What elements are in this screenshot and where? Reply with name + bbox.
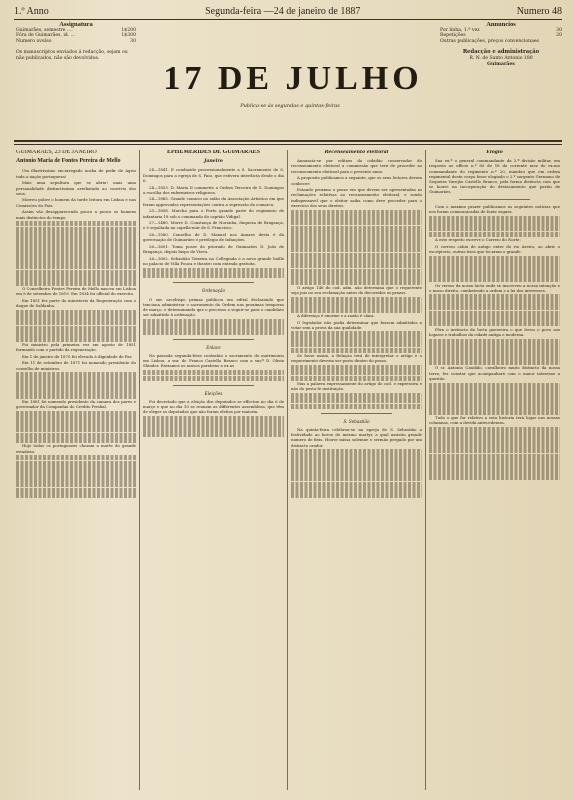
- paragraph: Em 1 de janeiro de 1870 foi elevado á dignidade de Par.: [22, 353, 133, 359]
- column-1: [16, 150, 136, 790]
- section-divider: [173, 282, 254, 283]
- paragraph: O artigo 146 do cod. adm. não determina que o requerente seja juiz no seu reclamação antes de decorridos os prazos.: [291, 284, 422, 295]
- manuscript-note: Os manuscriptos enviados á redacção, sejam ou não publicados, não são devolvidos.: [16, 50, 128, 61]
- illegible-text-line: [16, 280, 136, 285]
- subscription-title: Assignatura: [59, 21, 93, 28]
- ads-line: Repetições 20: [440, 33, 562, 39]
- illegible-text-line: [143, 273, 284, 278]
- subscription-line: Guimarães, semestre .... 1$200: [16, 27, 136, 33]
- illegible-text-line: [429, 409, 560, 414]
- header-rule: [14, 19, 562, 20]
- section-divider: [459, 199, 530, 200]
- paragraph: Fôra o instincto da lucta guerreira o que levou o povo aos logares e trabalhos da cidade antiga e moderna.: [429, 326, 560, 337]
- column-divider: [139, 150, 140, 790]
- paragraph: O legislador não podia determinar que fossem admittidos a votar sem a prova da sua qualidade.: [291, 319, 422, 330]
- paragraph: Os versos da nossa lucta onde se inscreveu a nossa intenção e o nosso direito, combatendo a ordem e a lei dos interesses.: [429, 282, 560, 293]
- paragraph: O sr. Antonio Candido, cavalheiro muito distincto da nossa terra, fez constar que acompanhará com o maior interesse a questão.: [429, 365, 560, 381]
- paragraph: Se fosse assim, a Relação terá de interpretar o artigo e o requerimento deveria ser posto dentro do prazo.: [291, 352, 422, 364]
- illegible-text-line: [429, 321, 560, 326]
- illegible-text-line: [291, 376, 422, 381]
- paragraph: A diferença é enorme e a razão é clara.: [297, 312, 375, 318]
- paragraph: Annuncia-se por editaes do cidadão conservador do recenseamento eleitoral a commissão que terá de proceder ao recenseamento eleitoral para o presente anno.: [291, 158, 422, 174]
- wedding-title: Enlace: [206, 344, 221, 350]
- office-city: Guimarães: [487, 61, 515, 67]
- ephemeris-item: 24—1853. D. Maria II commette a Ordem Terceira de S. Domingos a escolha dos enfermeiros religiosos.: [143, 184, 284, 195]
- paragraph: Em 1881 foi nomeado presidente da camara dos pares e governador da Companhia do Credito Predial.: [16, 399, 136, 410]
- paragraph: Um illustrissimo encarregado acaba de pedir de Agrio toda a nação portugueza!: [16, 168, 136, 179]
- paragraph: Sua ex.ª o general commandante da 3.ª divisão militar, em resposta ao officio n.º 80 de 18 do corrente mez do ex.mo commandante do regimento n.º 20, mandou que em ordem regimental deste corpo fosse elogiado o 2.º sargento Germano de Sequeira Varejão Castello Branco, pela forma distincta com que se houve na incorporação do destacamento que partiu de Guimarães.: [429, 158, 560, 195]
- illegible-text-line: [429, 475, 560, 480]
- ephemeris-item: 26—1601. Toma posse do priorado de Guimarães D. João de Bragança, depois bispo de Viseu.: [143, 244, 284, 255]
- illegible-text-line: [143, 432, 284, 437]
- paragraph: O Conselheiro Fontes Pereira de Mello nasceu em Lisboa em 8 de setembro de 1819. Em 1834 foi official do exercito.: [16, 285, 136, 296]
- subscription-line: Fóra de Guimarães, id. ... 1$300: [16, 33, 136, 39]
- dateline: GUIMARÃES, 23 DE JANEIRO: [16, 150, 97, 155]
- illegible-text-line: [429, 360, 560, 365]
- subscription-box: [16, 22, 136, 62]
- paragraph: Morreu pobre o homem da tarde leitora em Lisboa e nas Comissões do Paiz.: [16, 197, 136, 208]
- subscription-line: Numero avulso 30: [16, 38, 136, 44]
- illegible-text-line: [291, 492, 422, 497]
- article-title: Antonio Maria de Fontes Pereira de Mello: [16, 158, 121, 165]
- paragraph: O correio cahiu do antigo entre do rio Aveiro, ao abrir o escriptorio, outras tiras que tocaram o grande.: [429, 243, 560, 254]
- paragraph: Na quinta-feira celebrou-se na egreja de S. Sebastião a festividade ao heroe do mesmo martyr, a qual assistiu grande numero de fieis. Houve missa solemne e sermão pregado por um distincto orador.: [291, 427, 422, 448]
- illegible-text-line: [291, 279, 422, 284]
- column-2: [143, 150, 284, 790]
- advertising-box: [440, 22, 562, 67]
- ephemeris-item: 25—1858. Marcha para o Porto grande parte do regimento de infantaria 18 sob o commando do capitão Vidigal.: [143, 208, 284, 219]
- masthead-rule: [14, 140, 562, 142]
- ephemerides-month: Janeiro: [204, 159, 223, 165]
- ephemeris-item: 27—1480. Morre D. Constança de Noronha, duqueza de Bragança, e é sepultada na capella-mór de S. Francisco.: [143, 220, 284, 231]
- ads-title: Annuncios: [486, 21, 516, 28]
- ordination-title: Ordenação: [201, 288, 226, 294]
- illegible-text-line: [291, 307, 422, 312]
- column-4: [429, 150, 560, 790]
- section-divider: [321, 413, 392, 414]
- illegible-text-line: [291, 404, 422, 409]
- illegible-text-line: [16, 438, 136, 443]
- illegible-text-line: [429, 232, 560, 237]
- illegible-text-line: [16, 493, 136, 498]
- paragraph: Na passada segunda-feira contrahiu o sacramento do matrimonio em Lisboa, o snr. dr. Franco Castello Branco com a snr.ª D. Olivia Shinder. Enviamos os nossos parabens a ex.as: [143, 353, 284, 369]
- elections-title: Eleições: [204, 390, 223, 396]
- paragraph: Hoje todos os portuguezes choram a morte do grande estadista.: [16, 443, 136, 454]
- illegible-text-line: [143, 330, 284, 335]
- paragraph: Mas a palavra expressamente do artigo do cod. e expressiva e não do pesta fe instituição.: [291, 380, 422, 392]
- section-divider: [173, 339, 254, 340]
- ephemeris-item: 24—1841. E conduzido processionalmente a S. Sacramento de S. Domingos para a egreja de S. Paio, que estivera interdicta desde o dia 6.: [143, 167, 284, 183]
- column-divider: [287, 150, 288, 790]
- office-title: Redacção e administração: [462, 49, 540, 56]
- ephemeris-item: 26—1602. Sebastião Teixeira na Collegiada e a nova grande baille no palacio de Villa Pouca e theatro com entrada gratuita.: [143, 255, 284, 267]
- paragraph: Estando proximo o prazo em que devem ser apresentadas as reclamações relativas ao recenseamento eleitoral, e sendo indispensavel que o eleitor saiba como deve proceder para o exercicio dos seus direitos.: [291, 187, 422, 208]
- paragraph: Foi ministro pela primeira vez em agosto de 1851 formando com o partido da regeneração.: [16, 341, 136, 352]
- paragraph: Com o maximo prazer publicamos as seguintes noticias que nos foram communicadas de fonte segura.: [429, 203, 560, 214]
- illegible-text-line: [143, 376, 284, 381]
- paragraph: Mais uma sepultura que se abriu! mais uma personalidade distinctissima arrebatada ao convivio dos seus.: [16, 180, 136, 196]
- illegible-text-line: [16, 394, 136, 399]
- office-address: R. N. de Santo Antonio 180: [469, 55, 533, 61]
- illegible-text-line: [16, 336, 136, 341]
- column-3: [291, 150, 422, 790]
- illegible-text-line: [429, 277, 560, 282]
- paragraph: Em 1851 fez parte do ministerio da Regeneração com o duque de Saldanha.: [16, 297, 136, 308]
- column-divider: [425, 150, 426, 790]
- ephemeris-item: 24—1885. Grande comicio no salão da Associação Artistica em que foram approvadas representações contra a supressão da comarca.: [143, 196, 284, 207]
- paragraph: Assim vão desapparecendo pouco a pouco os homens mais distinctos do tempo.: [16, 209, 136, 220]
- illegible-text-line: [291, 348, 422, 353]
- ephemeris-item: 26—1580. Conselho de D. Manuel nos Annaes desta é da governação de Guimarães e privilegio de Infanções.: [143, 232, 284, 243]
- paragraph: O snr. arcebispo primaz publicou um edital declarando que tenciona administrar o sacramento da Ordem nas proximas temporas de março, e determinando que o processo a seguir-se para o candidato ser admittido á ordenação.: [143, 296, 284, 318]
- paragraph: Em 11 de setembro de 1871 foi nomeado presidente do conselho de ministros.: [16, 360, 136, 371]
- recenseamento-title: Recenseamento eleitoral: [324, 150, 389, 155]
- ephemerides-title: EPHEMERIDES DE GUIMARÃES: [166, 150, 260, 155]
- paragraph: Tudo o que for relativo a esta historia terá logar nas nossas columnas, com a devida antecedencia.: [429, 414, 560, 426]
- saint-title: S. Sebastião: [343, 418, 370, 424]
- header-strip: [14, 6, 562, 17]
- paragraph: Foi decretado que a eleição dos deputados se effectue no dia 6 de março e que no dia 10 se reunam as differentes assembleas, que têm de eleger os deputados que não foram eleitos por maioria.: [143, 398, 284, 415]
- elogio-title: Elogio: [486, 150, 503, 155]
- issue-number: Numero 48: [516, 6, 562, 17]
- masthead-subtitle: Publica-se ás segundas e quintas-feiras: [240, 103, 340, 109]
- office-block: [440, 50, 562, 67]
- year-label: 1.º Anno: [14, 6, 49, 17]
- masthead-title: 17 DE JULHO: [163, 60, 423, 97]
- ads-line: Outras publicações, preços convencionaes: [440, 38, 539, 44]
- section-divider: [173, 385, 254, 386]
- ads-line: Por linha, 1.ª vez 30: [440, 27, 562, 33]
- paragraph: A proposito publicamos a seguinte, que os seus leitores devem conhecer:: [291, 175, 422, 186]
- issue-date: Segunda-feira —24 de janeiro de 1887: [205, 6, 361, 17]
- masthead-rule-thin: [14, 144, 562, 145]
- paragraph: A este respeito escreve o Correio do Norte:: [435, 237, 521, 243]
